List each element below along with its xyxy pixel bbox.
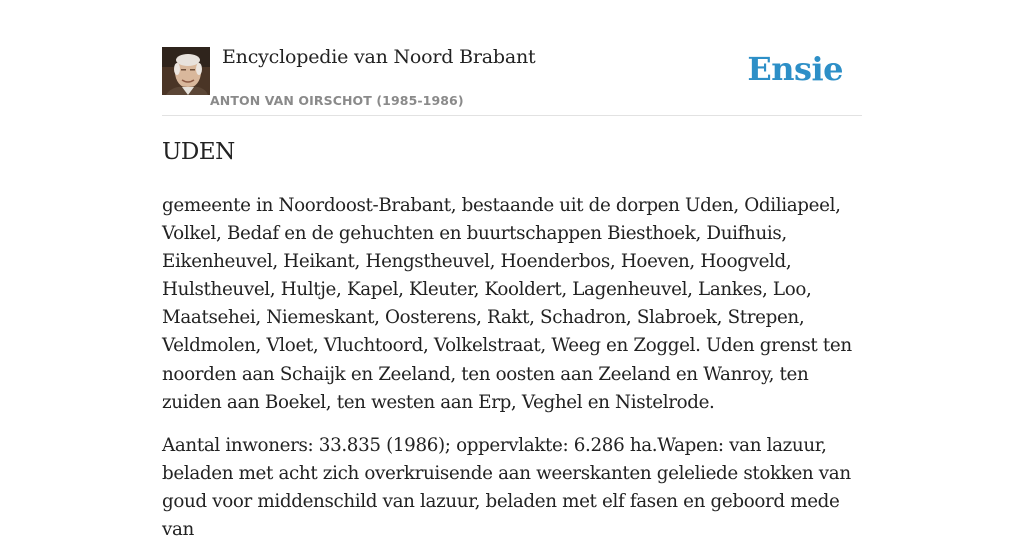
- entry-paragraph: Aantal inwoners: 33.835 (1986); oppervlakte: 6.286 ha.Wapen: van lazuur, beladen met acht zich overkruisende aan weerskanten geleliede stokken van goud voor middenschild van lazuur, beladen met elf fasen en geboord mede van: [162, 434, 851, 541]
- source-header: [162, 44, 862, 116]
- entry-paragraph: gemeente in Noordoost-Brabant, bestaande uit de dorpen Uden, Odiliapeel, Volkel, Bedaf en de gehuchten en buurtschappen Biesthoek, Duifhuis, Eikenheuvel, Heikant, Hengstheuvel, Hoenderbos, Hoeven, Hoogveld, Hulstheuvel, Hultje, Kapel, Kleuter, Kooldert, Lagenheuvel, Lankes, Loo, Maatsehei, Niemeskant, Oosterens, Rakt, Schadron, Slabroek, Strepen, Veldmolen, Vloet, Vluchtoord, Volkelstraat, Weeg en Zoggel. Uden grenst ten noorden aan Schaijk en Zeeland, ten oosten aan Zeeland en Wanroy, ten zuiden aan Boekel, ten westen aan Erp, Veghel en Nistelrode.: [162, 195, 852, 413]
- source-title[interactable]: Encyclopedie van Noord Brabant: [222, 46, 536, 68]
- ensie-logo-link[interactable]: Ensie: [747, 50, 843, 88]
- author-name[interactable]: ANTON VAN OIRSCHOT (1985-1986): [210, 93, 464, 108]
- entry-title: UDEN: [162, 139, 235, 165]
- avatar-photo-icon: [162, 47, 210, 95]
- entry-content: [162, 192, 862, 559]
- author-avatar[interactable]: [162, 47, 210, 95]
